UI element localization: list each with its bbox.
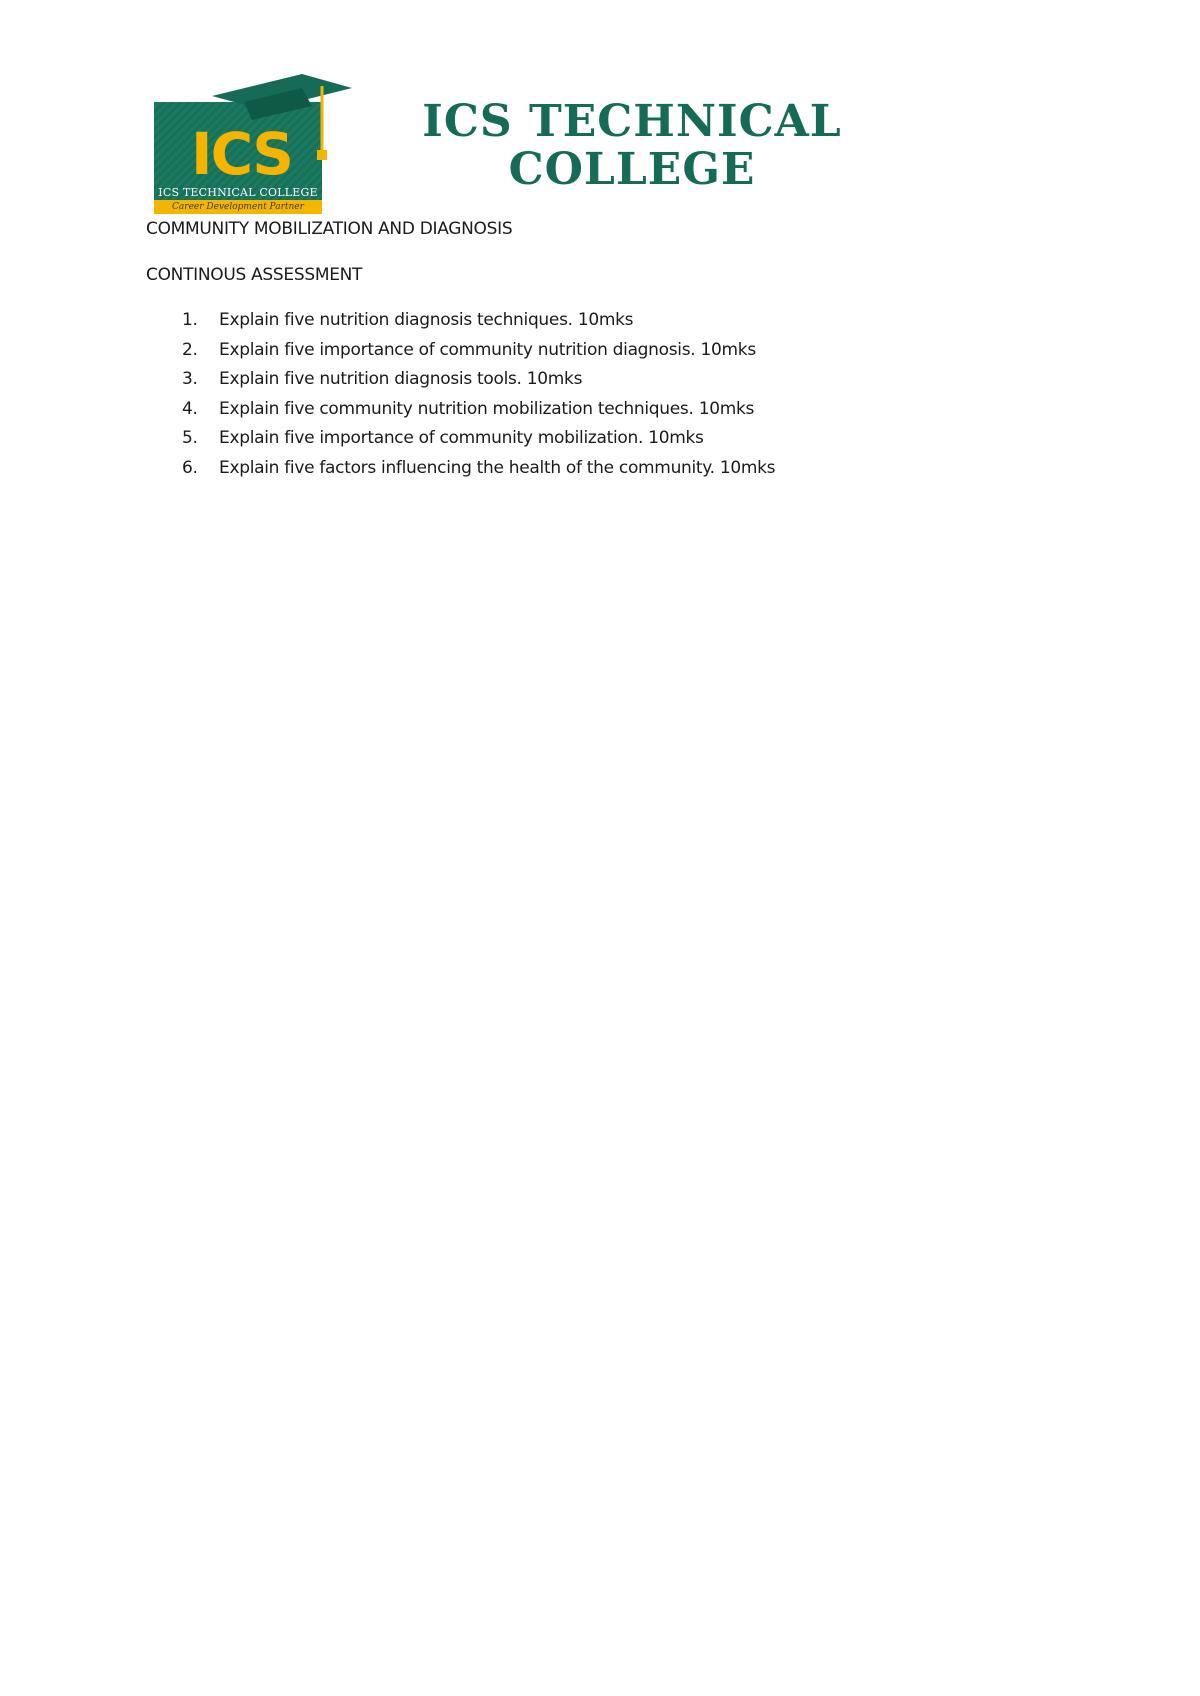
logo-tagline: Career Development Partner bbox=[154, 200, 322, 214]
college-name-line1: ICS TECHNICAL bbox=[422, 96, 842, 147]
question-number: 3. bbox=[182, 369, 198, 390]
college-name bbox=[372, 98, 892, 194]
list-item bbox=[146, 368, 1046, 398]
question-text: Explain five community nutrition mobilization techniques. 10mks bbox=[219, 398, 755, 419]
question-list bbox=[146, 309, 1046, 487]
logo-subtitle: ICS TECHNICAL COLLEGE bbox=[158, 186, 318, 199]
question-text: Explain five factors influencing the health of the community. 10mks bbox=[219, 457, 776, 478]
question-text: Explain five importance of community mobilization. 10mks bbox=[219, 428, 704, 449]
question-number: 1. bbox=[182, 310, 198, 330]
question-number: 6. bbox=[182, 457, 198, 478]
question-text: Explain five nutrition diagnosis techniques. 10mks bbox=[219, 310, 634, 330]
list-item bbox=[146, 339, 1046, 369]
list-item bbox=[146, 427, 1046, 457]
college-name-line2: COLLEGE bbox=[508, 144, 756, 195]
list-item bbox=[146, 309, 1046, 339]
question-number: 4. bbox=[182, 398, 198, 419]
course-title: COMMUNITY MOBILIZATION AND DIAGNOSIS bbox=[146, 219, 513, 239]
question-text: Explain five nutrition diagnosis tools. 10mks bbox=[219, 369, 583, 390]
list-item bbox=[146, 398, 1046, 428]
question-text: Explain five importance of community nutrition diagnosis. 10mks bbox=[219, 339, 756, 360]
question-number: 2. bbox=[182, 339, 198, 360]
college-logo bbox=[152, 74, 352, 214]
list-item bbox=[146, 457, 1046, 487]
question-number: 5. bbox=[182, 428, 198, 449]
assessment-title: CONTINOUS ASSESSMENT bbox=[146, 265, 363, 285]
logo-initials: ICS bbox=[191, 120, 292, 188]
